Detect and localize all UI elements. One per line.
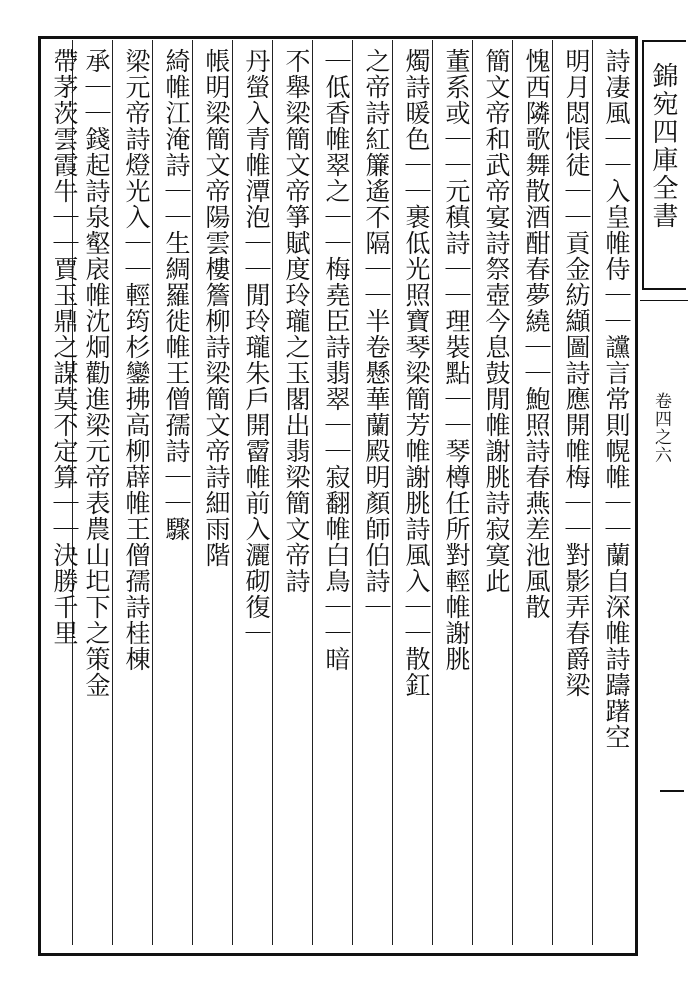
text-column-14: 承｜｜錢起詩泉壑扆帷沈炯勸進梁元帝表農山圯下之策金 bbox=[82, 48, 111, 698]
folio-label: 卷四之六 bbox=[651, 392, 671, 464]
text-column-4: 簡文帝和武帝宴詩祭壺今息鼓閒帷謝朓詩寂寞此 bbox=[482, 48, 511, 594]
text-column-10: 丹螢入青帷潭泡｜｜閒玲瓏朱戶開霤帷前入灑砌復｜ bbox=[242, 48, 271, 646]
book-title: 錦宛四庫全書 bbox=[648, 62, 678, 230]
text-column-3: 愧西隣歌舞散酒酣春夢繞｜｜鮑照詩春燕差池風散 bbox=[522, 48, 551, 620]
text-column-12: 綺帷江淹詩｜｜生綢羅徙帷王僧孺詩｜｜驟 bbox=[162, 48, 191, 542]
text-column-1: 詩凄風｜｜入皇帷侍｜｜讜言常則幌帷｜｜蘭自深帷詩躊躇空 bbox=[602, 48, 631, 750]
text-column-2: 明月悶悵徒｜｜貢金紡纈圖詩應開帷梅｜｜對影弄春爵梁 bbox=[562, 48, 591, 698]
text-column-7: 之帝詩紅簾遙不隔｜｜半卷懸華蘭殿明顏師伯詩｜ bbox=[362, 48, 391, 620]
text-column-6: 燭詩暖色｜｜裹低光照寶琴梁簡芳帷謝朓詩風入｜｜散釭 bbox=[402, 48, 431, 698]
text-column-13: 梁元帝詩燈光入｜｜輕筠杉鑾拂高柳薜帷王僧孺詩桂棟 bbox=[122, 48, 151, 672]
fold-divider bbox=[640, 300, 688, 301]
fish-tail-mark bbox=[660, 790, 684, 792]
text-column-5: 董系或｜｜元稹詩｜｜理裝點｜｜琴樽任所對輕帷謝朓 bbox=[442, 48, 471, 672]
text-column-8: ｜低香帷翠之｜｜梅堯臣詩翡翠｜｜寂翻帷白鳥｜｜暗 bbox=[322, 48, 351, 672]
text-column-9: 不舉梁簡文帝箏賦度玲瓏之玉閣出翡梁簡文帝詩 bbox=[282, 48, 311, 594]
text-column-11: 帳明梁簡文帝陽雲樓簷柳詩梁簡文帝詩細雨階 bbox=[202, 48, 231, 568]
text-column-15: 帶茅茨雲霞牛｜｜賈玉鼎之謀莫不定算｜｜決勝千里 bbox=[50, 48, 79, 646]
